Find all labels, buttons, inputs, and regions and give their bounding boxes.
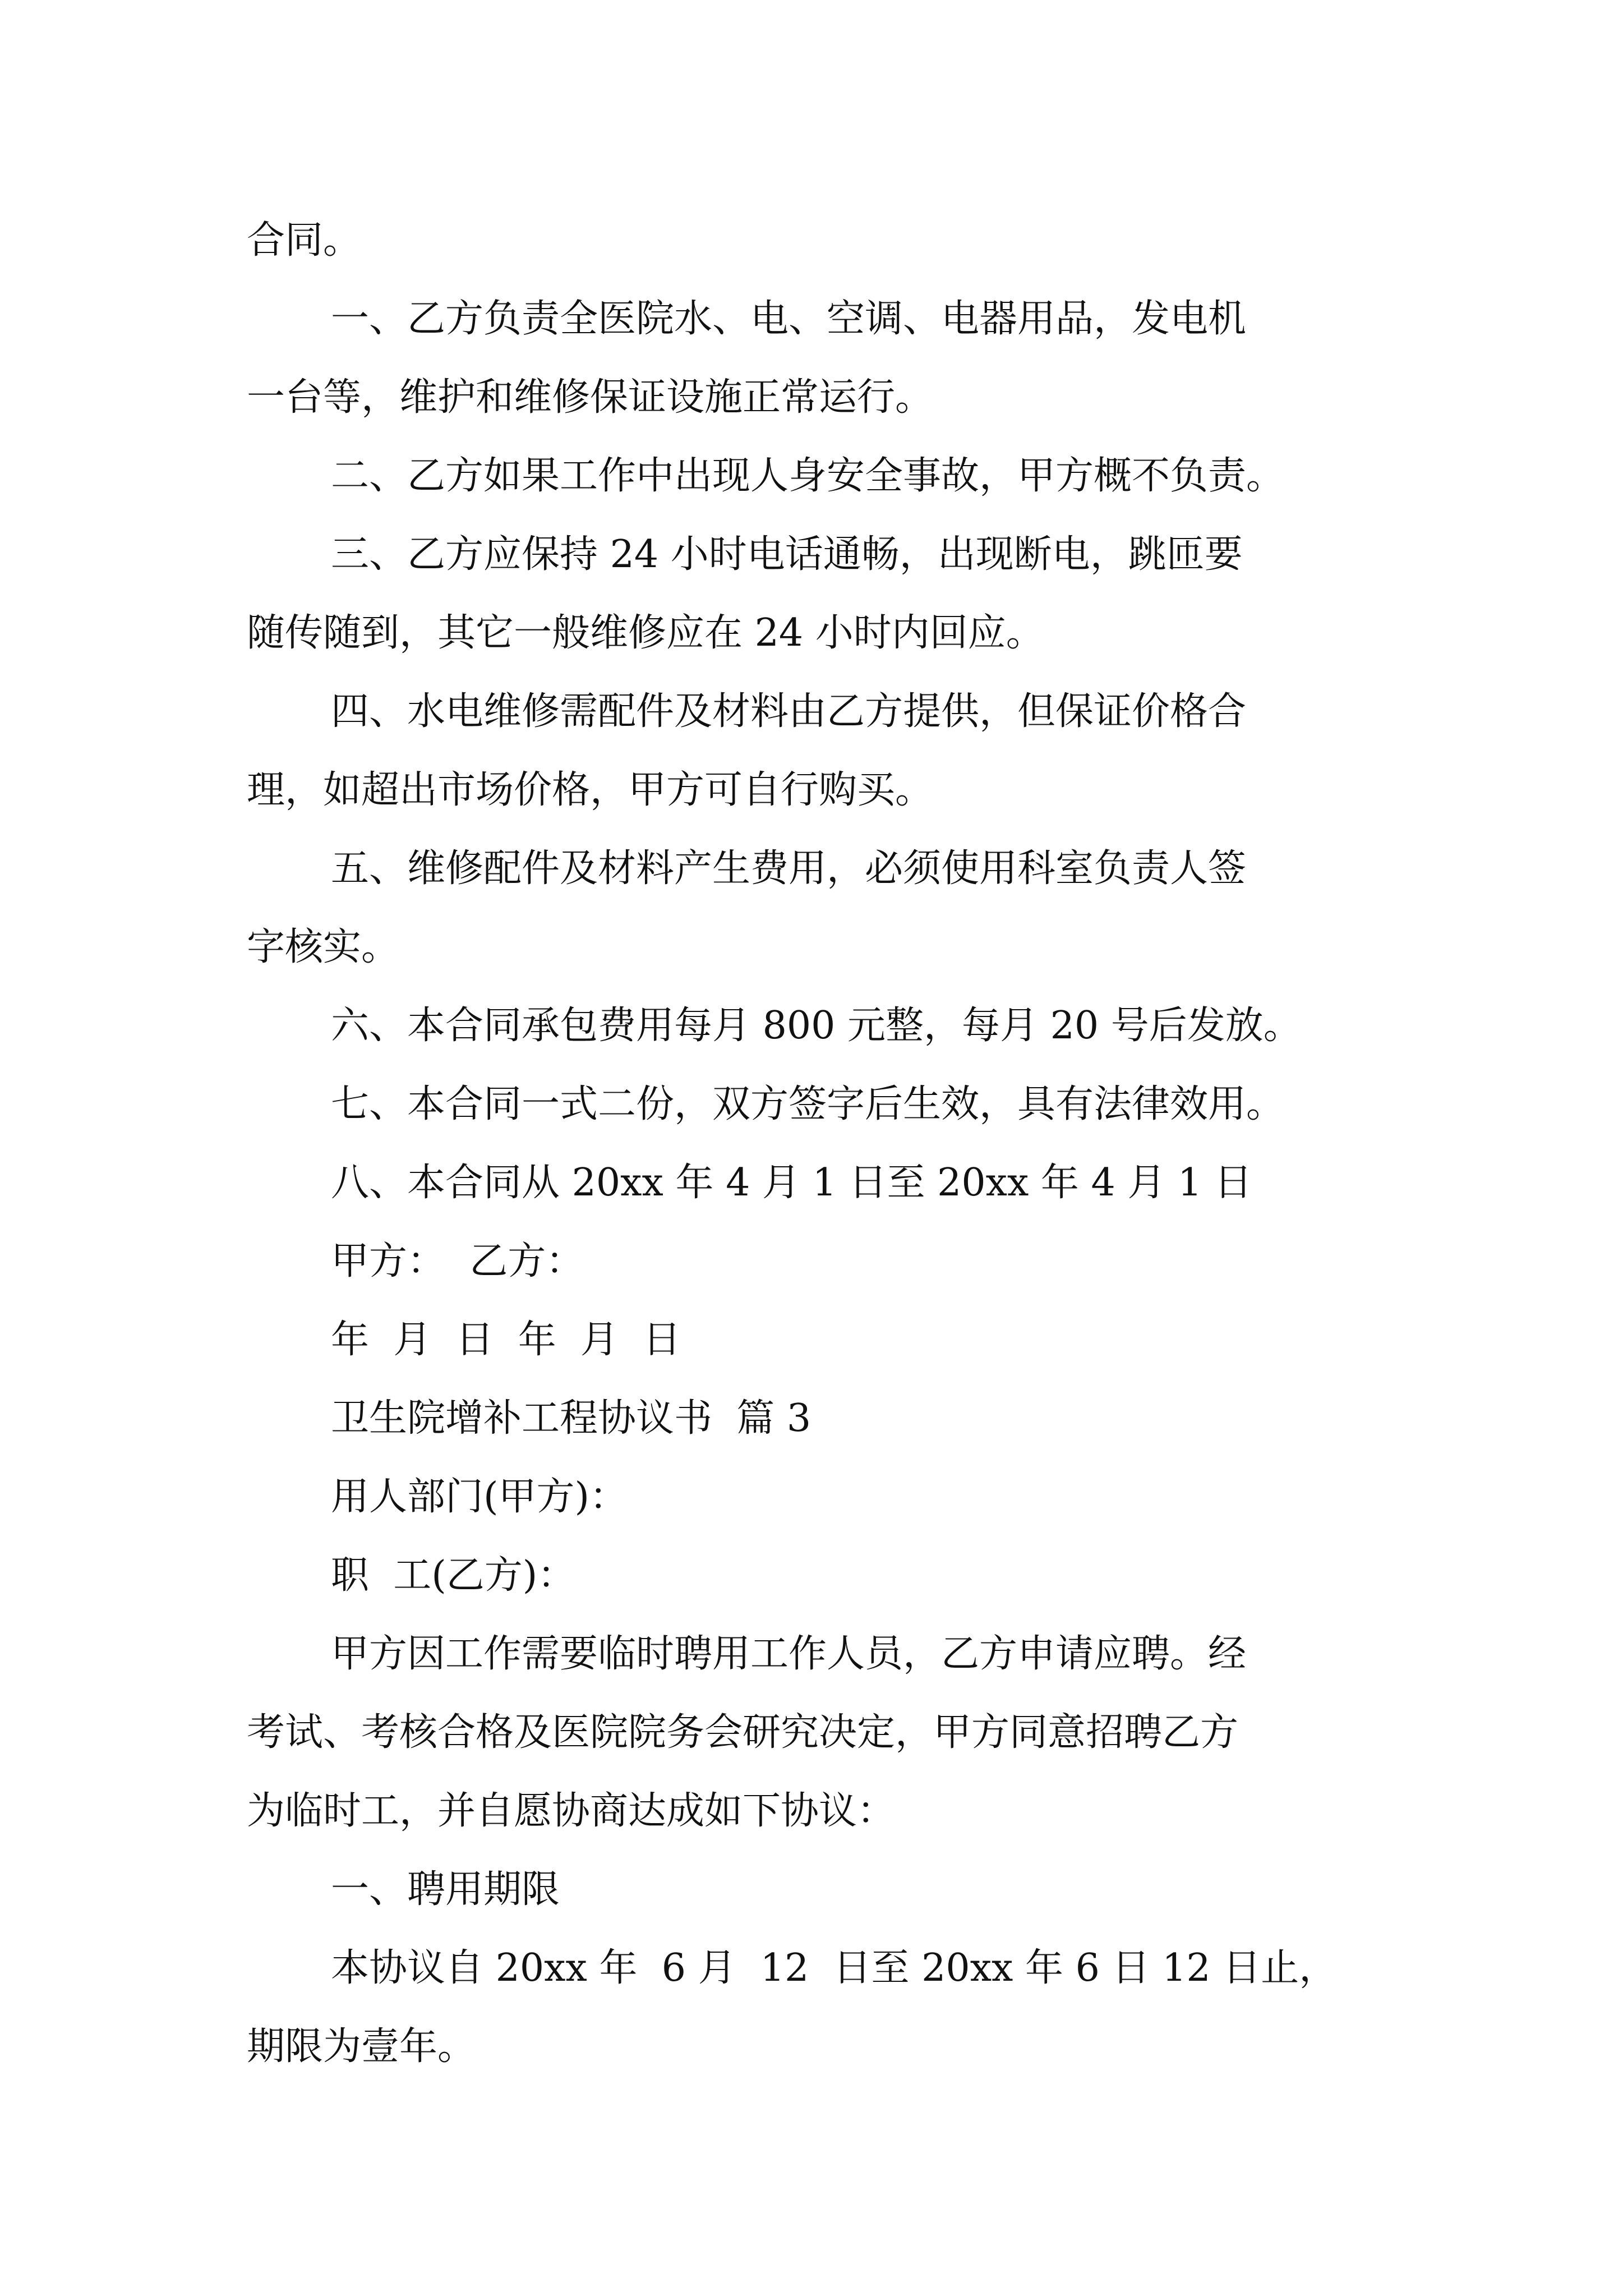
text-line: 五、维修配件及材料产生费用，必须使用科室负责人签 (331, 846, 1247, 891)
text-line: 合同。 (247, 218, 362, 263)
text-line: 二、乙方如果工作中出现人身安全事故，甲方概不负责。 (331, 454, 1285, 498)
text-line: 理，如超出市场价格，甲方可自行购买。 (247, 768, 934, 812)
text-line: 期限为壹年。 (247, 2024, 476, 2069)
party-a-label: 用人部门(甲方)： (331, 1475, 628, 1519)
text-line: 一台等，维护和维修保证设施正常运行。 (247, 375, 934, 420)
signature-dates: 年 月 日 年 月 日 (331, 1318, 681, 1362)
text-line: 考试、考核合格及医院院务会研究决定，甲方同意招聘乙方 (247, 1710, 1239, 1755)
text-line: 八、本合同从 20xx 年 4 月 1 日至 20xx 年 4 月 1 日 (331, 1161, 1252, 1205)
clause-heading: 一、聘用期限 (331, 1867, 560, 1912)
text-line: 四、水电维修需配件及材料由乙方提供，但保证价格合 (331, 689, 1247, 734)
signature-parties: 甲方： 乙方： (331, 1239, 584, 1283)
text-line: 为临时工，并自愿协商达成如下协议： (247, 1789, 896, 1833)
text-line: 甲方因工作需要临时聘用工作人员，乙方申请应聘。经 (331, 1632, 1247, 1676)
text-line: 随传随到，其它一般维修应在 24 小时内回应。 (247, 611, 1044, 655)
text-line: 三、乙方应保持 24 小时电话通畅，出现断电，跳匝要 (331, 532, 1243, 577)
section-heading: 卫生院增补工程协议书 篇 3 (331, 1396, 811, 1441)
text-line: 字核实。 (247, 925, 400, 969)
text-line: 六、本合同承包费用每月 800 元整，每月 20 号后发放。 (331, 1004, 1302, 1048)
text-line: 本协议自 20xx 年 6 月 12 日至 20xx 年 6 日 12 日止， (331, 1946, 1338, 1990)
text-line: 一、乙方负责全医院水、电、空调、电器用品，发电机 (331, 297, 1247, 341)
text-line: 七、本合同一式二份，双方签字后生效，具有法律效用。 (331, 1082, 1285, 1126)
party-b-label: 职 工(乙方)： (331, 1553, 576, 1598)
